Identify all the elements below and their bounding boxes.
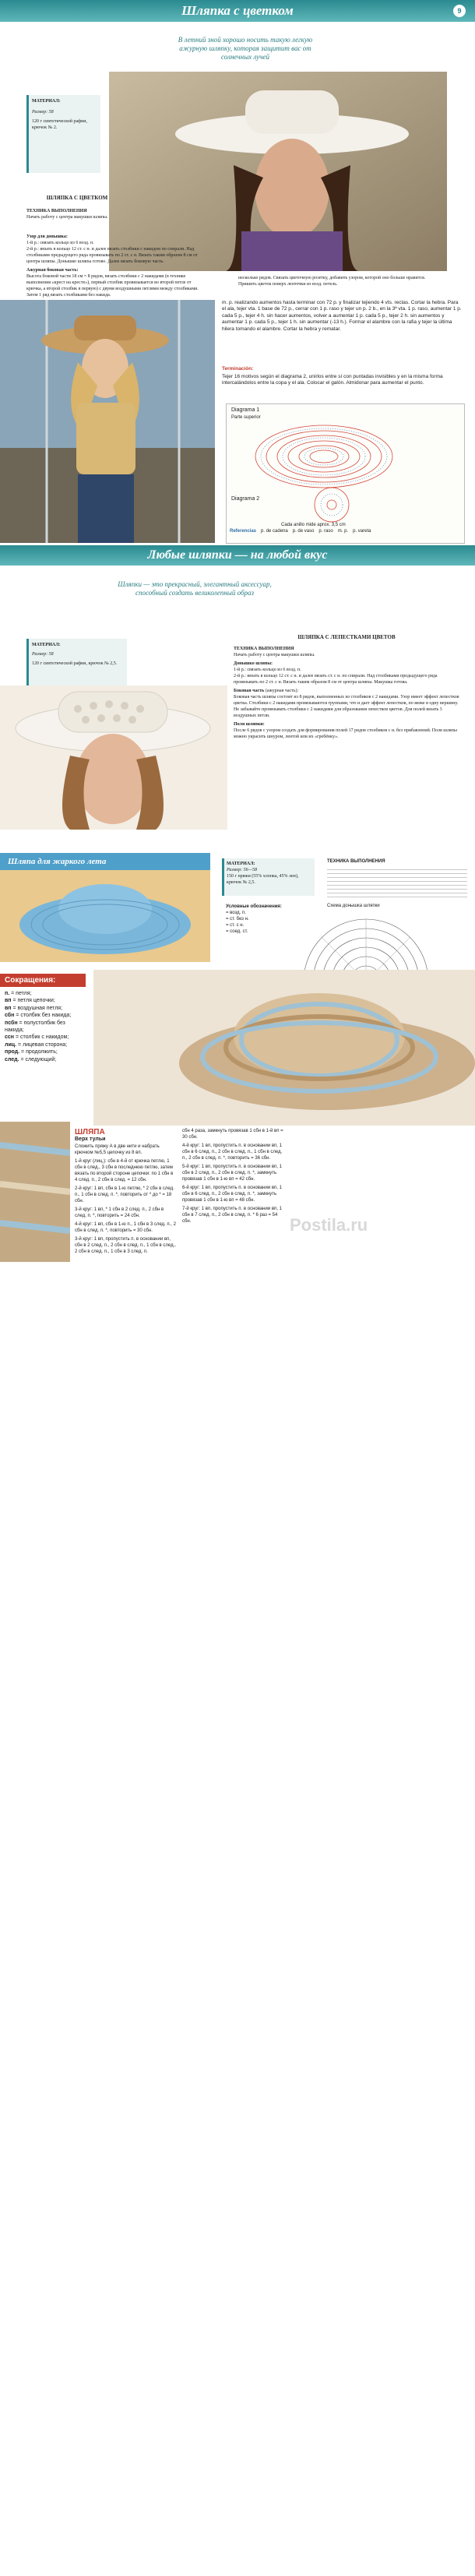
abbreviations-box — [0, 974, 86, 1114]
legend-item: = ст. с н. — [226, 923, 245, 928]
abbreviations-title: Сокращения: — [0, 974, 86, 987]
diagram2-label: Diagrama 2 — [231, 496, 260, 502]
materials-title: МАТЕРИАЛ: — [32, 99, 61, 104]
abbr: сбн — [5, 1013, 15, 1019]
abbr-text: = следующий; — [20, 1056, 57, 1062]
photo-woman-petal-hat — [0, 685, 227, 830]
abbreviation-row — [5, 1012, 81, 1019]
legend-item: p. de vaso — [292, 529, 315, 534]
side-title: Ажурная боковая часть: — [26, 268, 79, 273]
crown-r2: 2-й р.: вязать в кольцо 12 ст. с н. и далее вязать ст. с н. по спирали. Над столбиками предыдущего ряда провязывать по 2 ст. с н. Вязать таким образом 8 см от центра шляпы. Макушка готова. — [234, 674, 438, 685]
diagram1-sub: Parte superior — [231, 415, 261, 420]
legend-item: p. vareta — [353, 529, 371, 534]
side-title-2: (ажурная часть): — [265, 689, 299, 693]
assembly-text-continued: несколько рядов. Связать цветочную розетку, добавить узором, которой оно больше нравится. Пришить цветок поверх ленточки из возд. петель. — [238, 276, 426, 287]
diagram1-label: Diagrama 1 — [231, 407, 260, 413]
abbreviation-row — [5, 997, 81, 1004]
abbreviation-row — [5, 1020, 81, 1034]
abbr-text: = продолжить; — [21, 1049, 58, 1055]
shlyapa-line: 3-й круг: 1 вп, * 1 сбн в 2 след. п., 2 сбн в след. п. *, повторить = 24 сбн. — [75, 1207, 164, 1218]
photo-girl-cowboy-hat — [0, 300, 215, 543]
page-number-badge — [453, 5, 466, 17]
shlyapa-line: 4-й круг: 1 вп, пропустить п. в основании вп, 1 сбн в 6 след. п., 2 сбн в след. п., 1 сбн в след. п., 2 сбн в след. п. *, повторить = 36 сбн. — [182, 1144, 283, 1161]
legend-title: Условные обозначения: — [226, 904, 282, 909]
section2-materials-box — [26, 639, 127, 690]
photo-striped-hat — [93, 970, 475, 1126]
section3-banner-title: Шляпа для жаркого лета — [8, 857, 107, 866]
shlyapa-title: ШЛЯПА — [75, 1128, 105, 1136]
abbr: псбн — [5, 1020, 18, 1026]
abbreviation-row — [5, 1005, 81, 1012]
abbr: вп — [5, 998, 12, 1004]
section2-title: Любые шляпки — на любой вкус — [147, 548, 328, 562]
spanish-text: m. p. realizando aumentos hasta terminar con 72 p. y finalizar tejiendo 4 vts. rectas. Cortar la hebra. Para el ala, tejer vta. 1 base de 72 p., cerrar con 1 p. raso y tejer un p. 2 b., en la 3ª vta. 1 p. raso, aumentar 1 p. cada 5 p., tejer 4 h. sin hacer aumentos, volver a aumentar 1 p. cada 5 p., tejer 2 h. sin aumentos y aumentar 1 p. cada 5 p., tejer 1 h. sin aumentar (-13 h.). Formar el alambre con la rafia y tejer la última hilera tomando el alambre. Cortar la hebra y rematar. — [222, 300, 462, 332]
abbr-text: = полустолбик без накида; — [5, 1020, 65, 1034]
shlyapa-line: 6-й круг: 1 вп, пропустить п. в основании вп, 1 сбн в 6 след. п., 2 сбн в след. п. *, замкнуть провязав 1 сбн в 1-ю вп = 48 сбн. — [182, 1186, 282, 1203]
legend-item: = возд. п. — [226, 911, 246, 915]
materials-size: Размер: 56—58 — [227, 868, 257, 872]
abbr-text: = воздушная петля; — [12, 1005, 63, 1011]
legend-item: p. de cadena — [261, 529, 288, 534]
materials-size: Размер: 58 — [32, 652, 54, 657]
side-title: Боковая часть — [234, 689, 265, 693]
photo-striped-hat-closeup — [0, 1122, 70, 1262]
abbr-text: = петля; — [11, 991, 32, 996]
field-text: После 6 рядов с узором создать для формирования полей 17 рядов столбиков с н. без прибавлений. Поля шляпы можно украсить шнуром, лентой или их «гребёнку». — [234, 728, 457, 739]
abbr-text: = столбик без накида; — [16, 1013, 72, 1019]
abbreviation-row — [5, 990, 81, 997]
materials-text: 120 г синтетической рафии, крючок № 2,5. — [32, 661, 118, 666]
tech-start: Начать работу с центра макушки шляпы. — [234, 653, 315, 657]
shlyapa-line: 5-й круг: 1 вп, пропустить п. в основании вп, 1 сбн в 2 след. п., 2 сбн в след. п. *, замкнуть провязав 1 сбн в 1-ю вп = 42 сбн. — [182, 1165, 282, 1182]
abbreviations-list — [0, 987, 86, 1066]
field-title: Поля шляпки: — [234, 722, 265, 727]
crown-r1: 1-й р.: связать кольцо из 6 возд. п. — [234, 668, 301, 672]
abbr: прод. — [5, 1049, 20, 1055]
shlyapa-line: 4-й круг: 1 вп, сбн в 1-ю п., 1 сбн в 3 след. п., 2 сбн в след. п. *, повторить = 30 сбн. — [75, 1222, 176, 1233]
abbr: лиц. — [5, 1041, 16, 1048]
article-title: ШЛЯПКА С ЛЕПЕСТКАМИ ЦВЕТОВ — [297, 634, 396, 640]
shlyapa-line: 2-й круг: 1 вп, сбн в 1-ю петлю, * 2 сбн в след. п., 1 сбн в след. п. *, повторить от * до * = 18 сбн. — [75, 1186, 174, 1203]
shlyapa-line: сбн 4 раза, замкнуть провязав 1 сбн в 1-й вп = 30 сбн. — [182, 1129, 283, 1140]
section3-banner — [0, 853, 210, 870]
spanish-term-title: Terminación: — [222, 366, 254, 372]
abbr-text: = столбик с накидом; — [15, 1034, 69, 1041]
tech-title: ТЕХНИКА ВЫПОЛНЕНИЯ — [26, 209, 87, 213]
legend-title: Referencias — [230, 529, 257, 534]
spanish-diagram-box — [226, 403, 465, 544]
materials-title: МАТЕРИАЛ: — [227, 862, 255, 866]
crown-r1: 1-й р.: связать кольцо из 6 возд. п. — [26, 241, 94, 245]
materials-title: МАТЕРИАЛ: — [32, 643, 61, 647]
shlyapa-col1 — [75, 1128, 176, 1257]
photo-blue-hat — [0, 870, 210, 962]
section2-title-band — [0, 545, 475, 566]
legend-item: p. raso — [318, 529, 333, 534]
crown-r2: 2-й р.: вязать в кольцо 12 ст. с н. и далее вязать столбики с накидом по спирали. Над столбиками предыдущего ряда провязывать по 2 ст. с н. Вязать таким образом 8 см от центра шляпы. Донышко шляпы готово. Далее вязать боковую часть. — [26, 247, 198, 264]
section3-materials-box — [222, 858, 315, 896]
tech-title: ТЕХНИКА ВЫПОЛНЕНИЯ — [234, 647, 294, 651]
shlyapa-line: 1-й круг (лиц.): сбн в 4-й от крючка петлю, 1 сбн в след., 3 сбн в последнюю петлю, затем вязать по второй стороне цепочки: по 1 сбн в 4 след. п., 2 сбн в след. = 12 сбн. — [75, 1159, 174, 1182]
section1-title-band — [0, 0, 475, 22]
abbreviation-row — [5, 1056, 81, 1063]
section3-text-lines — [327, 866, 467, 900]
shlyapa-subtitle: Верх тульи — [75, 1136, 106, 1142]
page-number: 9 — [457, 7, 462, 15]
article-title: ШЛЯПКА С ЦВЕТКОМ — [46, 195, 108, 201]
crochet-diagram-1 — [250, 421, 398, 492]
legend-item: = соед. ст. — [226, 929, 248, 934]
abbreviation-row — [5, 1048, 81, 1055]
legend-item: m. p. — [337, 529, 349, 534]
section3-tech-title: ТЕХНИКА ВЫПОЛНЕНИЯ — [327, 859, 385, 864]
abbr-text: = лицевая сторона; — [17, 1041, 68, 1048]
shlyapa-line: Сложить пряжу А в две нити и набрать крючком №5,5 цепочку из 8 вп. — [75, 1144, 160, 1155]
section2-article — [234, 634, 459, 742]
crochet-diagram-2 — [297, 485, 367, 524]
legend-item: = ст. без н. — [226, 917, 249, 922]
materials-size: Размер: 58 — [32, 110, 54, 115]
section1-materials-box — [26, 95, 100, 173]
section1-intro: В летний зной хорошо носить такую легкую ажурную шляпку, которая защитит вас от солнечных лучей — [178, 36, 313, 61]
section2-intro: Шляпки — это прекрасный, элегантный аксессуар, способный создать великолепный образ — [118, 580, 272, 597]
side-text: Боковая часть шляпы состоит из 8 рядов, выполненных из столбиков с 2 накидами. Узор имеет эффект лепестков цветка. Столбики с 2 накидами провязываются группами, что и дает эффект лепестков, по вязке в одну вершину. Не забывайте провязывать столбики с 2 накидами для образования лепестков цветов. Для полей вязать 3 воздушных петли. — [234, 695, 459, 718]
legend-row-1 — [230, 529, 460, 534]
tech-start: Начать работу с центра макушки шляпы. — [26, 215, 108, 220]
abbreviation-row — [5, 1034, 81, 1041]
section1-title: Шляпка с цветком — [181, 3, 294, 18]
shlyapa-line: 7-й круг: 1 вп, пропустить п. в основании вп, 1 сбн в 7 след. п., 2 сбн в след. п. * 6 раз = 54 сбн. — [182, 1207, 282, 1224]
abbreviation-row — [5, 1041, 81, 1048]
section3-chart-label: Схема донышка шляпки — [327, 904, 380, 908]
abbr: след. — [5, 1056, 19, 1062]
watermark-text: Postila.ru — [290, 1215, 368, 1235]
section1-article-col-left — [26, 195, 128, 223]
shlyapa-line: 3-й круг: 1 вп, пропустить п. в основании вп, сбн в 2 след. п., 2 сбн в след. п., 1 сбн в след., 2 сбн в след. п., 1 сбн в 3 след. п. — [75, 1237, 176, 1254]
side-text: Высота боковой части 18 см = 8 рядов, вязать столбики с 2 накидами (в технике выполнения «крест на кресте»), первый столбик провязывается во второй петле от крючка, а второй столбик в первую) с двумя воздушными петлями между столбиками. Затем 1 ряд вязать столбиками без накида. — [26, 274, 199, 298]
diagram-note: Cada anillo mide aprox. 3,5 cm — [281, 523, 346, 527]
materials-text: 150 г пряжи (55% хлопка, 45% лен), крючок № 2,5. — [227, 874, 299, 885]
shlyapa-col2 — [182, 1128, 283, 1227]
crown-title: Узор для донышка: — [26, 234, 68, 239]
watermark-logo — [290, 1215, 368, 1235]
crown-title: Донышко шляпы: — [234, 661, 273, 666]
abbr-text: = петля цепочки; — [12, 998, 55, 1004]
abbr: вп — [5, 1005, 12, 1011]
spanish-term-text: Tejer 16 motivos según el diagrama 2, unirlos entre sí con puntadas invisibles y en la misma forma intercalándolos entre la copa y el ala. Colocar el galón. Almidonar para aumentar el punto. — [222, 374, 443, 386]
abbr: ссн — [5, 1034, 15, 1041]
materials-text: 120 г синтетической рафии, крючок № 2. — [32, 119, 87, 130]
abbr: п. — [5, 991, 10, 996]
